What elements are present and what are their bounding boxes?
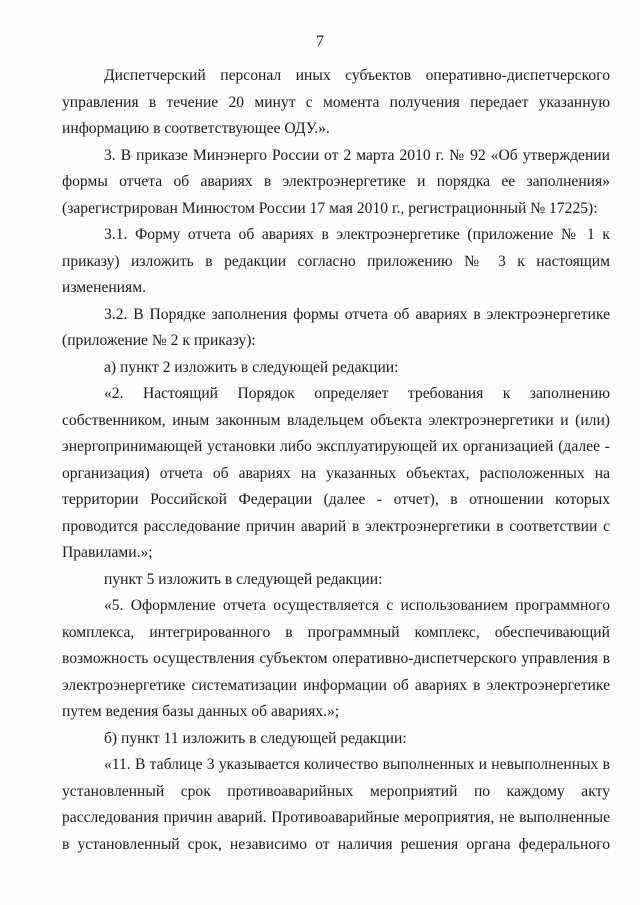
paragraph-3-2: 3.2. В Порядке заполнения формы отчета об авариях в электроэнергетике (приложение № 2 к приказу): — [62, 305, 610, 349]
paragraph-point-5: «5. Оформление отчета осуществляется с использованием программного комплекса, интегрированного в программный комплекс, обеспечивающий возможность осуществления субъектом оперативно-диспетчерского управления в электроэнергетике систематизации информации об авариях в электроэнергетике путем ведения базы данных об авариях.»; — [62, 597, 610, 720]
paragraph-order-92: 3. В приказе Минэнерго России от 2 марта 2010 г. № 92 «Об утверждении формы отчета об авариях в электроэнергетике и порядка ее заполнения» (зарегистрирован Минюстом России 17 мая 2010 г., регистрационный № 17225): — [62, 146, 610, 217]
page-number: 7 — [316, 33, 324, 50]
paragraph-item-b: б) пункт 11 изложить в следующей редакции: — [104, 729, 407, 747]
document-body — [62, 63, 610, 858]
paragraph-item-a: а) пункт 2 изложить в следующей редакции: — [104, 358, 399, 376]
paragraph-3-1: 3.1. Форму отчета об авариях в электроэнергетике (приложение № 1 к приказу) изложить в редакции согласно приложению № 3 к настоящим изменениям. — [62, 226, 610, 296]
paragraph-point-2: «2. Настоящий Порядок определяет требования к заполнению собственником, иным законным владельцем объекта электроэнергетики и (или) энергопринимающей установки либо эксплуатирующей их организацией (далее - организация) отчета об авариях на указанных объектах, расположенных на территории Российской Федерации (далее - отчет), в отношении которых проводится расследование причин аварий в электроэнергетики в соответствии с Правилами.»; — [62, 385, 610, 561]
paragraph-item-5-intro: пункт 5 изложить в следующей редакции: — [104, 570, 383, 588]
paragraph-dispatch-staff: Диспетчерский персонал иных субъектов оперативно-диспетчерского управления в течение 20 минут с момента получения передает указанную информацию в соответствующее ОДУ.». — [62, 67, 610, 137]
paragraph-point-11: «11. В таблице 3 указывается количество выполненных и невыполненных в установленный срок противоаварийных мероприятий по каждому акту расследования причин аварий. Противоаварийные мероприятия, не выполненные в установленный срок, независимо от наличия решения органа федерального — [62, 756, 610, 853]
